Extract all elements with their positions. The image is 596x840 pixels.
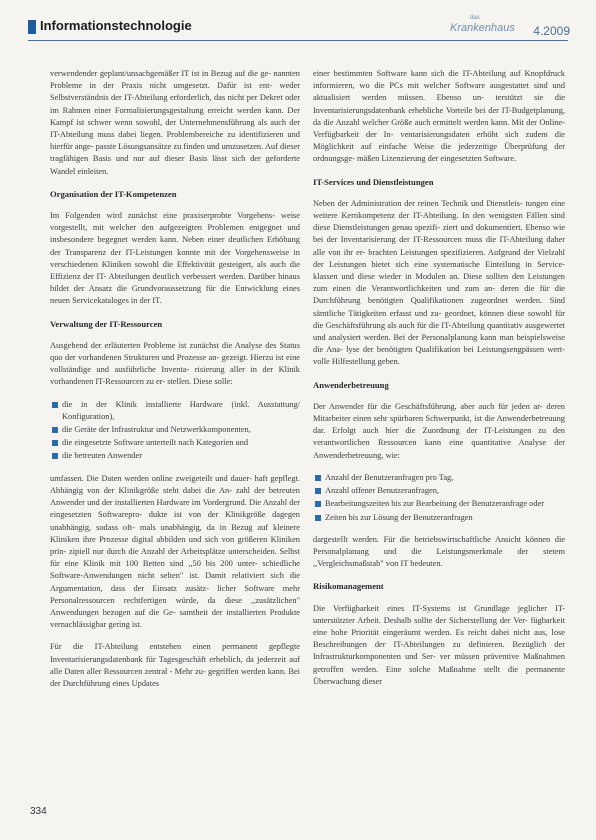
list-item: Bearbeitungszeiten bis zur Bearbeitung der Benutzeranfrage oder bbox=[313, 498, 565, 510]
paragraph: dargestellt werden. Für die betriebswirtschaftliche Ansicht können die Personalplanung und die Leistungsmerkmale der stetem ,,Vergleichsmaßstab" von IT bedeuten. bbox=[313, 534, 565, 569]
header-divider bbox=[28, 40, 568, 41]
paragraph: Die Verfügbarkeit eines IT-Systems ist Grundlage jeglicher IT- unterstützter Arbeit. Deshalb sollte der Sicherstellung der Ver- fügbarkeit eine hohe Priorität eingeräumt werden. Es reicht dabei nicht aus, lose Beschreibungen der IT-Abteilungen zu definieren. Bezüglich der Infrastrukturkomponenten und Ser- ver müssen präventive Maßnahmen getroffen werden. Eine solche Maßnahme stellt die permanente Überwachung dieser bbox=[313, 603, 565, 686]
paragraph: Ausgehend der erläuterten Probleme ist zunächst die Analyse des Status quo der vorhandenen Strukturen und Prozesse an- gezeigt. Hierzu ist eine vollständige und ausführliche Inventa- risierung aller in der Klinik vorhandenen IT-Ressourcen zu er- stellen. Diese solle: bbox=[50, 340, 300, 387]
bullet-list bbox=[50, 399, 300, 463]
page-number: 334 bbox=[30, 806, 47, 817]
section-heading: Verwaltung der IT-Ressourcen bbox=[50, 318, 163, 329]
paragraph: umfassen. Die Daten werden online zweigeteilt und dauer- haft gepflegt. Abhängig von der Klinikgröße steht dabei die An- zahl der betreuten Anwender und der installierten Hardware im Vordergrund. Die Anzahl der eingesetzten Softwarepro- dukte ist von der Klinikgröße dagegen unabhängig, sodass oft- mals unabhängig, da in Bezug auf kleinere Kliniken ihre Prozesse digital abbilden und sich von größeren Kliniken prin- zipiell nur durch die Anzahl der Arbeitsplätze unterscheiden. Selbst für eine Klinik mit 100 Betten sind ,,50 bis 200 unter- schiedliche Software-Anwendungen nicht selten" ist. Damit relativiert sich die Argumentation, dass der Einsatz zusätz- licher Software mehr Personalressourcen rechtfertigen würde, da diese ,,zusätzlichen" Anwendungen bezogen auf die Ge- samtheit der installierten Produkte vernachlässigbar gering ist. bbox=[50, 473, 300, 630]
paragraph: Für die IT-Abteilung entstehen einen permanent gepflegte Inventarisierungsdatenbank für Tagesgeschäft erheblich, da jederzeit auf alle Daten aller Ressourcen zentral - Mehr zu- gegriffen werden kann. Bei der Durchführung eines Updates bbox=[50, 642, 300, 688]
bullet-list bbox=[313, 472, 565, 524]
right-column bbox=[313, 68, 565, 698]
logo-small-text: das bbox=[470, 15, 480, 21]
paragraph: Im Folgenden wird zunächst eine praxiserprobte Vorgehens- weise vorgestellt, mit welcher den aufgezeigten Problemen entgegnet und insbesondere begegnet werden kann. Neben einer deutlichen Erhöhung der Transparenz der IT-Leistungen konnte mit der Vorgehensweise in verschiedenen Kliniken sowohl die Effektivität gesteigert, als auch die Effizienz der IT- Abteilungen deutlich verbessert werden. Darüber hinaus bildet der Ansatz die Grundvoraussetzung für die Entwicklung eines neuen Servicekataloges in der IT. bbox=[50, 211, 300, 306]
section-heading: Risikomanagement bbox=[313, 581, 384, 592]
journal-logo bbox=[450, 15, 514, 39]
list-item: die Geräte der Infrastruktur und Netzwerkkomponenten, bbox=[50, 424, 300, 436]
issue-number: 4.2009 bbox=[533, 24, 570, 38]
section-heading: Anwenderbetreuung bbox=[313, 379, 389, 390]
list-item: Zeiten bis zur Lösung der Benutzeranfragen bbox=[313, 512, 565, 524]
section-heading: Organisation der IT-Kompetenzen bbox=[50, 188, 177, 199]
list-item: Anzahl der Benutzeranfragen pro Tag, bbox=[313, 472, 565, 484]
section-title: Informationstechnologie bbox=[40, 18, 192, 33]
paragraph: verwendender geplant/unsachgemäßer IT ist in Bezug auf die ge- nannten Probleme in der Praxis nicht umgesetzt. Dafür ist ent- weder Selbstverständnis der IT-Abteilung erforderlich, das nicht per Dekret oder im Rahmen einer Formalisierungsgestaltung erreicht werden kann. Der Kampf ist schwer wenn sowohl, der Unternehmensführung als auch der IT-Abteilung muss dabei liegen. Problembereiche zu identifizieren und hierfür ange- passte Lösungsansätze zu finden und umzusetzen. Auf dieser tragfähigen Basis und nur auf dieser Basis lässt sich der geforderte Wandel einleiten. bbox=[50, 69, 300, 176]
list-item: die betreuten Anwender bbox=[50, 450, 300, 462]
section-marker bbox=[28, 20, 36, 34]
list-item: die in der Klinik installierte Hardware (inkl. Ausstattung/ Konfiguration), bbox=[50, 399, 300, 423]
section-heading: IT-Services und Dienstleistungen bbox=[313, 176, 434, 187]
paragraph: Der Anwender für die Geschäftsführung, aber auch für jeden ar- deren Mitarbeiter einen sehr spürbaren Schwerpunkt, ist die Anwenderbetreuung dar. Erfolgt auch hier die Zuordnung der IT-Leistungen zu den verantwortlichen Ressourcen kann eine quantitative Analyse der Anwenderbetreuung, wie: bbox=[313, 401, 565, 460]
left-column bbox=[50, 68, 300, 700]
paragraph: Neben der Administration der reinen Technik und Dienstleis- tungen eine weitere Kernkompetenz der IT-Abteilung. In den wenigsten Fällen sind diese Dienstleistungen genau spezifi- ziert und dokumentiert. Ebenso wie bei der Inventarisierung der IT-Ressourcen muss die IT-Abteilung daher alle von ihr er- brachten Leistungen spezifizieren. Aufgrund der Vielzahl der Leistungen bietet sich eine systematische Einteilung in Service- klassen und diese wieder in Modulen an. Diese sollten den Leistungen zum einen die Verantwortlichkeiten und zum an- deren die für die Durchführung benötigten Qualifikationen zugeordnet werden. Sind sämtliche Tätigkeiten erfasst und zu- geordnet, können diese sowohl für die Geschäftsführung als auch für die IT-Abteilung quantitativ ausgewertet und analysiert werden. Bei der Personalplanung kann man beispielsweise die Ana- lyse der benötigten Qualifikation bei Leistungsengpässen wert- volle Hilfestellung geben. bbox=[313, 198, 565, 367]
list-item: die eingesetzte Software unterteilt nach Kategorien und bbox=[50, 437, 300, 449]
logo-text: Krankenhaus bbox=[450, 22, 515, 34]
list-item: Anzahl offener Benutzeranfragen, bbox=[313, 485, 565, 497]
paragraph: einer bestimmten Software kann sich die IT-Abteilung auf Knopfdruck informieren, wo die PCs mit welcher Software ausgestattet sind und aktualisiert werden müssen. Ebenso un- terstützt sie die Inventarisierungsdatenbank erhebliche Vorteile bei der IT-Budgetplanung, da die Anzahl welcher Größe auch ermittelt werden kann. Mit der Online-Verfügbarkeit der In- ventarisierungsdaten erhöht sich zudem die Möglichkeit auf einfache Weise die jederzeitige Überprüfung der ordnungsge- mäßen Lizenzierung der eingesetzten Software. bbox=[313, 69, 565, 164]
